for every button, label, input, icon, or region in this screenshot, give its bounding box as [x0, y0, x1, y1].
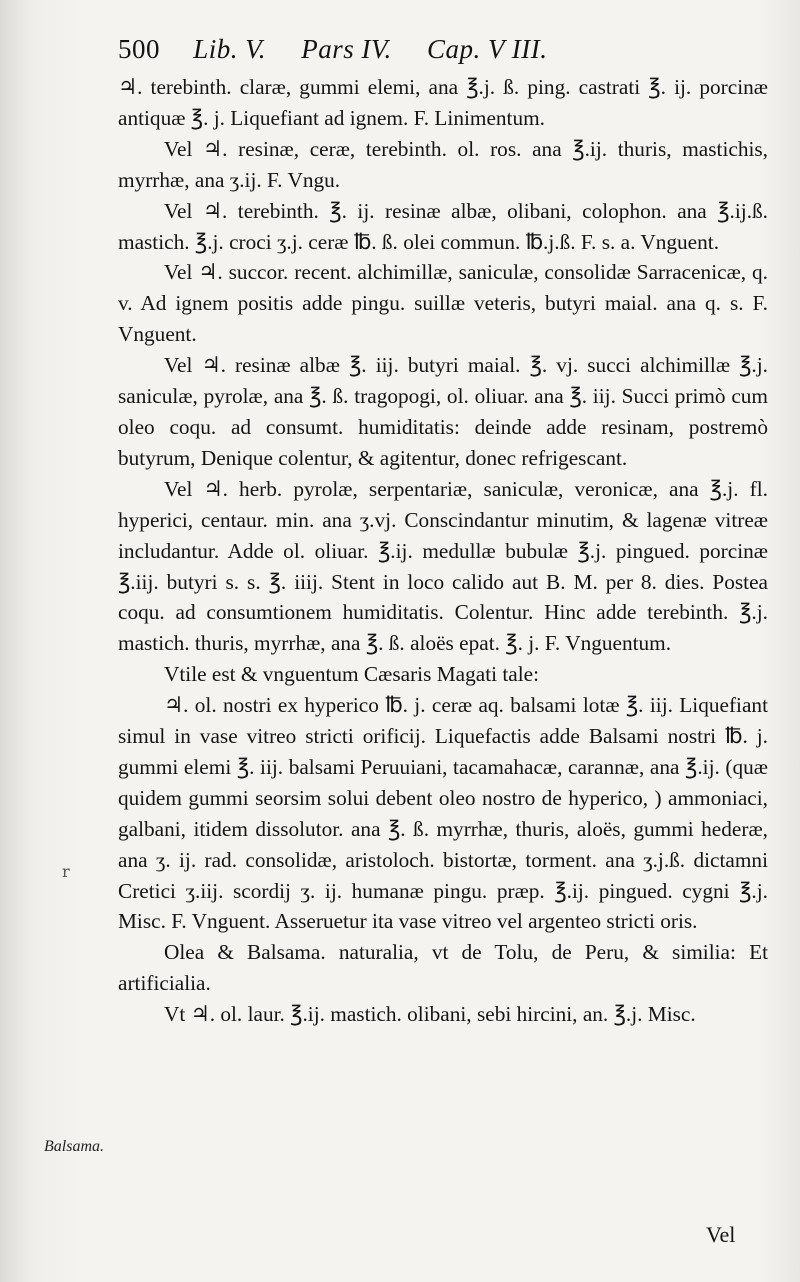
book-label: Lib. V.: [193, 34, 267, 64]
recipe-paragraph-4: Vel ♃. succor. recent. alchimillæ, saniculæ, consolidæ Sarracenicæ, q. v. Ad ignem positis adde pingu. suillæ veteris, butyri maial. ana q. s. F. Vnguent.: [118, 260, 768, 347]
margin-note: Balsama.: [44, 1138, 104, 1155]
body-text: [118, 72, 768, 1030]
recipe-paragraph-2: Vel ♃. resinæ, ceræ, terebinth. ol. ros. ana ℥.ij. thuris, mastichis, myrrhæ, ana ʒ.ij. F. Vngu.: [118, 136, 768, 192]
recipe-paragraph-7: ♃. ol. nostri ex hyperico ℔. j. ceræ aq. balsami lotæ ℥. iij. Liquefiant simul in vase vitreo stricti orificij. Liquefactis adde Balsami nostri ℔. j. gummi elemi ℥. iij. balsami Peruuiani, tacamahacæ, carannæ, ana ℥.ij. (quæ quidem gummi seorsim solui debent oleo nostro de hyperico, ) ammoniaci, galbani, itidem dissolutor. ana ℥. ß. myrrhæ, thuris, aloës, gummi hederæ, ana ʒ. ij. rad. consolidæ, aristoloch. bistortæ, torment. ana ʒ.j.ß. dictamni Cretici ʒ.iij. scordij ʒ. ij. humanæ pingu. præp. ℥.ij. pingued. cygni ℥.j. Misc. F. Vnguent. Asseruetur ita vase vitreo vel argenteo stricti oris.: [118, 693, 768, 934]
chapter-label: Cap. V III.: [427, 34, 548, 64]
recipe-paragraph-1: ♃. terebinth. claræ, gummi elemi, ana ℥.j. ß. ping. castrati ℥. ij. porcinæ antiquæ ℥. j. Liquefiant ad ignem. F. Linimentum.: [118, 75, 768, 130]
part-label: Pars IV.: [301, 34, 392, 64]
intro-sentence: Vtile est & vnguentum Cæsaris Magati tale:: [164, 662, 540, 687]
catchword: Vel: [706, 1222, 736, 1247]
page-number: 500: [118, 34, 160, 64]
recipe-paragraph-3: Vel ♃. terebinth. ℥. ij. resinæ albæ, olibani, colophon. ana ℥.ij.ß. mastich. ℥.j. croci ʒ.j. ceræ ℔. ß. olei commun. ℔.j.ß. F. s. a. Vnguent.: [118, 198, 768, 254]
recipe-paragraph-8: Vt ♃. ol. laur. ℥.ij. mastich. olibani, sebi hircini, an. ℥.j. Misc.: [164, 1002, 696, 1027]
recipe-paragraph-6: Vel ♃. herb. pyrolæ, serpentariæ, saniculæ, veronicæ, ana ℥.j. fl. hyperici, centaur. min. ana ʒ.vj. Conscindantur minutim, & lagenæ vitreæ includantur. Adde ol. oliuar. ℥.ij. medullæ bubulæ ℥.j. pingued. porcinæ ℥.iij. butyri s. s. ℥. iiij. Stent in loco calido aut B. M. per 8. dies. Postea coqu. ad consumtionem humiditatis. Colentur. Hinc adde terebinth. ℥.j. mastich. thuris, myrrhæ, ana ℥. ß. aloës epat. ℥. j. F. Vnguentum.: [118, 476, 768, 656]
stray-mark: r: [62, 862, 70, 881]
recipe-paragraph-5: Vel ♃. resinæ albæ ℥. iij. butyri maial. ℥. vj. succi alchimillæ ℥.j. saniculæ, pyrolæ, ana ℥. ß. tragopogi, ol. oliuar. ana ℥. iij. Succi primò cum oleo coqu. ad consumt. humiditatis: deinde adde resinam, postremò butyrum, Denique colentur, & agitentur, donec refrigescant.: [118, 353, 768, 470]
balsam-paragraph: Olea & Balsama. naturalia, vt de Tolu, de Peru, & similia: Et artificialia.: [118, 940, 768, 996]
running-header: [118, 34, 678, 70]
